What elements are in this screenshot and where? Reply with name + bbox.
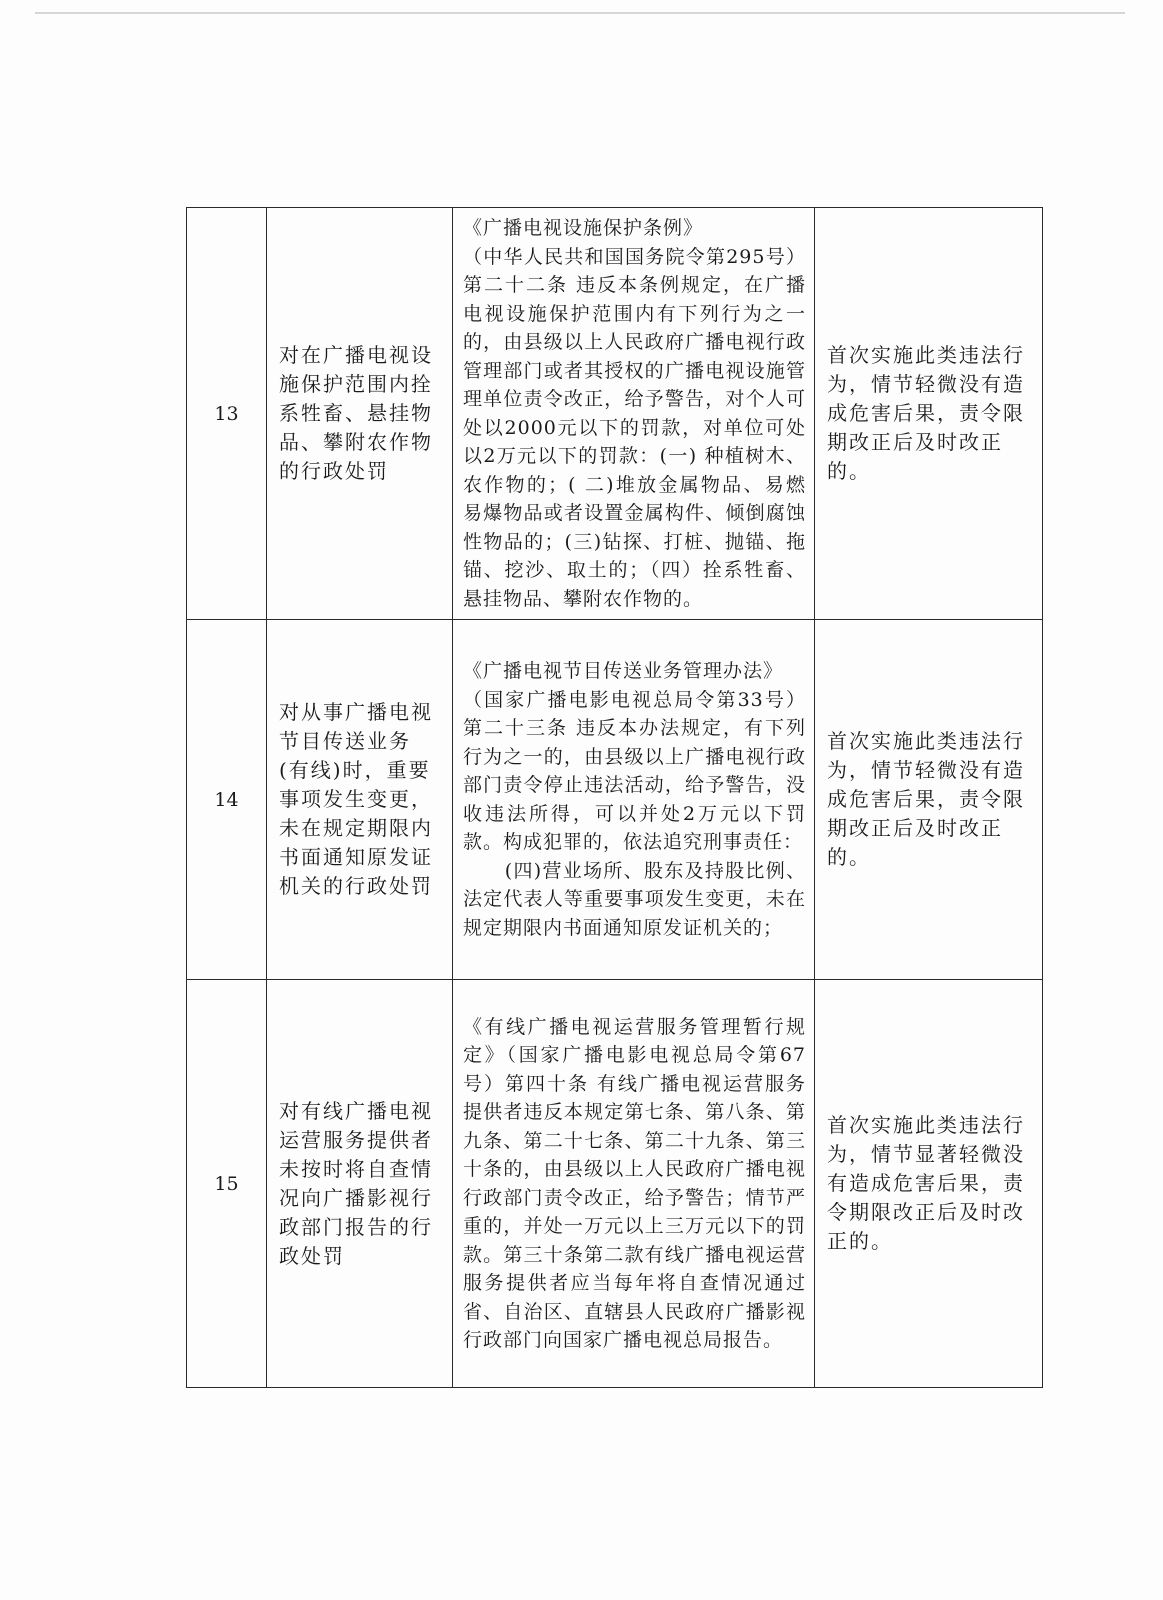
exemption-condition: 首次实施此类违法行为，情节轻微没有造成危害后果，责令限期改正后及时改正的。	[815, 208, 1043, 620]
row-number: 14	[187, 620, 267, 980]
basis-paragraph: (四)营业场所、股东及持股比例、法定代表人等重要事项发生变更，未在规定期限内书面通知原发证机关的；	[463, 859, 806, 939]
penalty-item: 对从事广播电视节目传送业务(有线)时，重要事项发生变更，未在规定期限内书面通知原发证机关的行政处罚	[267, 620, 453, 980]
legal-basis	[453, 620, 815, 980]
table-row	[187, 208, 1043, 620]
basis-paragraph: （国家广播电影电视总局令第33号）第二十三条 违反本办法规定，有下列行为之一的，由县级以上广播电视行政部门责令停止违法活动，给予警告，没收违法所得，可以并处2万元以下罚款。构成犯罪的，依法追究刑事责任：	[463, 688, 806, 853]
basis-paragraph: 《广播电视设施保护条例》	[463, 217, 704, 239]
table-row	[187, 620, 1043, 980]
exemption-condition: 首次实施此类违法行为，情节轻微没有造成危害后果，责令限期改正后及时改正的。	[815, 620, 1043, 980]
exemption-condition: 首次实施此类违法行为，情节显著轻微没有造成危害后果，责令期限改正后及时改正的。	[815, 980, 1043, 1388]
basis-paragraph: 《有线广播电视运营服务管理暂行规定》（国家广播电影电视总局令第67号）第四十条 有线广播电视运营服务提供者违反本规定第七条、第八条、第九条、第二十七条、第二十九条、第三十条的，由县级以上人民政府广播电视行政部门责令改正，给予警告；情节严重的，并处一万元以上三万元以下的罚款。第三十条第二款有线广播电视运营服务提供者应当每年将自查情况通过省、自治区、直辖县人民政府广播影视行政部门向国家广播电视总局报告。	[463, 1015, 806, 1351]
basis-paragraph: 《广播电视节目传送业务管理办法》	[463, 660, 784, 682]
row-number: 13	[187, 208, 267, 620]
legal-basis	[453, 980, 815, 1388]
basis-paragraph: （中华人民共和国国务院令第295号）第二十二条 违反本条例规定，在广播电视设施保护范围内有下列行为之一的，由县级以上人民政府广播电视行政管理部门或者其授权的广播电视设施管理单位责令改正，给予警告，对个人可处以2000元以下的罚款，对单位可处以2万元以下的罚款：(一) 种植树木、农作物的；( 二)堆放金属物品、易燃易爆物品或者设置金属构件、倾倒腐蚀性物品的；(三)钻探、打桩、抛锚、拖锚、挖沙、取土的；（四）拴系牲畜、悬挂物品、攀附农作物的。	[463, 245, 806, 610]
legal-basis	[453, 208, 815, 620]
penalty-table	[186, 207, 1043, 1388]
penalty-item: 对有线广播电视运营服务提供者未按时将自查情况向广播影视行政部门报告的行政处罚	[267, 980, 453, 1388]
scan-edge-line	[35, 12, 1125, 14]
penalty-item: 对在广播电视设施保护范围内拴系牲畜、悬挂物品、攀附农作物的行政处罚	[267, 208, 453, 620]
row-number: 15	[187, 980, 267, 1388]
table-row	[187, 980, 1043, 1388]
